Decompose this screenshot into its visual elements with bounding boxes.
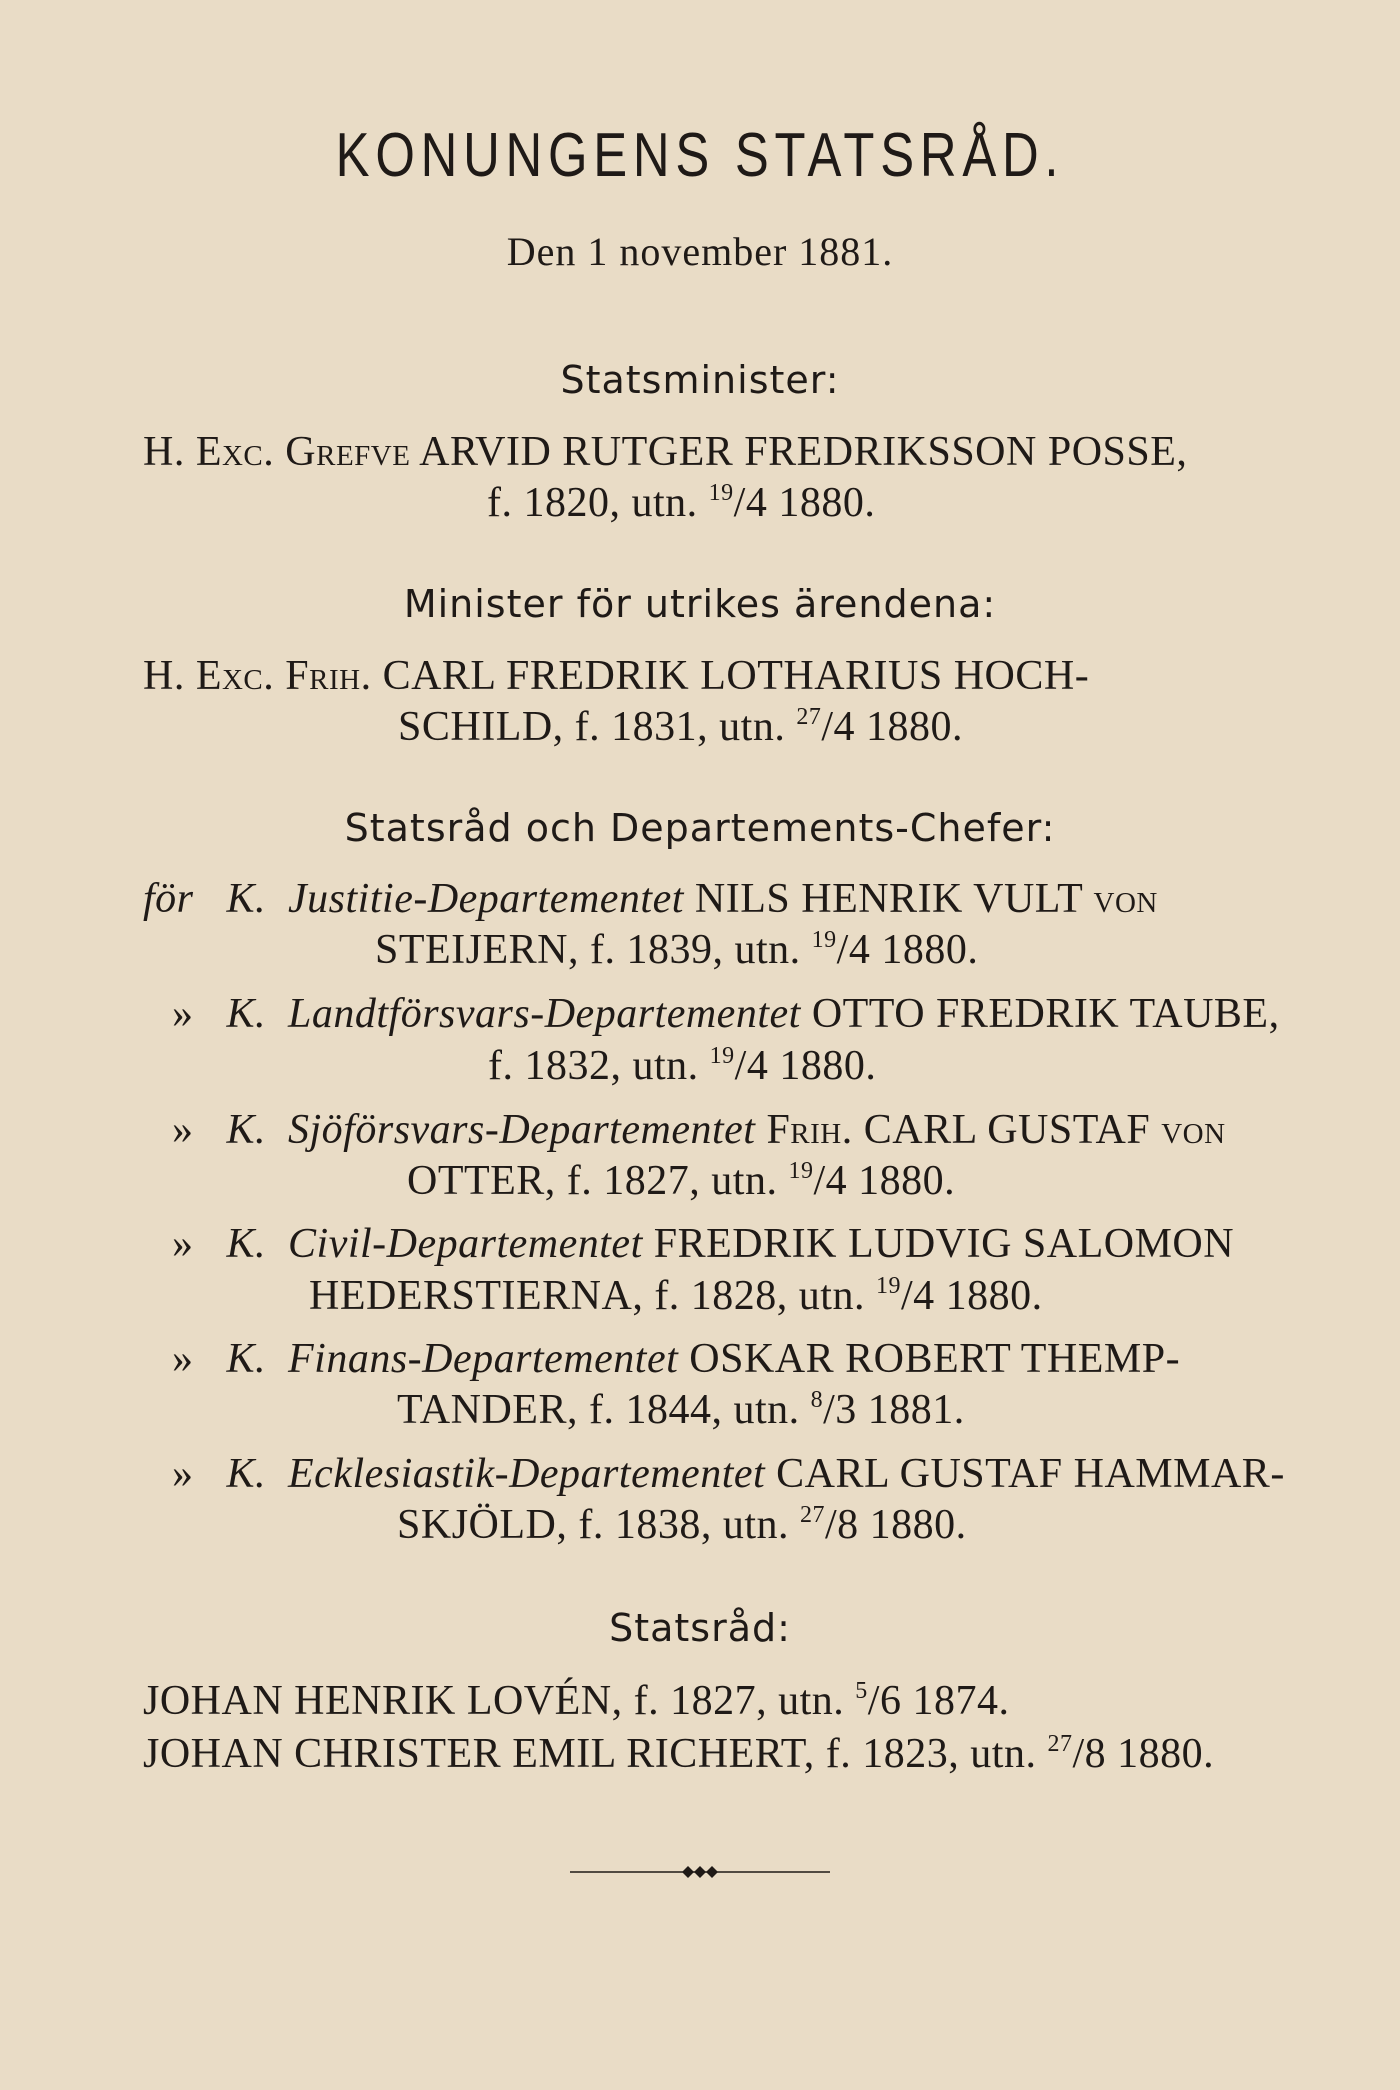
statsminister-line-1	[143, 428, 1187, 476]
entry-lead: »	[172, 991, 194, 1037]
entry-date-num: 8	[810, 1387, 824, 1413]
entry-title-word: von	[1093, 876, 1158, 922]
chef-entry-justitie-line-2	[375, 926, 978, 974]
utrikes-name: CARL FREDRIK LOTHARIUS HOCH-	[382, 653, 1090, 699]
heading-statsrad: Statsråd:	[609, 1606, 791, 1650]
statsrad-name: JOHAN HENRIK LOVÉN, f. 1827, utn.	[143, 1678, 845, 1724]
entry-name: OTTO FREDRIK TAUBE,	[811, 991, 1280, 1037]
entry-date-rest: /3 1881.	[823, 1387, 965, 1433]
statsrad-date-num: 27	[1047, 1731, 1073, 1757]
entry-date-rest: /4 1880.	[836, 927, 979, 973]
entry-department: Civil-Departementet	[288, 1221, 643, 1267]
heading-statsminister: Statsminister:	[560, 358, 840, 402]
entry-date-rest: /8 1880.	[825, 1502, 967, 1548]
statsrad-name: JOHAN CHRISTER EMIL RICHERT, f. 1823, utn.	[143, 1731, 1037, 1777]
entry-k: K.	[226, 1107, 267, 1153]
entry-birth: TANDER, f. 1844, utn.	[397, 1387, 800, 1433]
statsrad-line-1	[143, 1677, 1009, 1725]
entry-frih: Frih.	[766, 1107, 853, 1153]
utrikes-line-1	[143, 652, 1089, 700]
statsminister-birth: f. 1820, utn.	[487, 480, 698, 526]
entry-department: Landtförsvars-Departementet	[288, 991, 801, 1037]
entry-date-num: 19	[788, 1158, 814, 1184]
entry-date-rest: /4 1880.	[900, 1273, 1043, 1319]
entry-birth: SKJÖLD, f. 1838, utn.	[397, 1502, 790, 1548]
statsminister-line-2	[487, 479, 875, 527]
statsminister-name: ARVID RUTGER FREDRIKSSON POSSE,	[419, 429, 1188, 475]
entry-date-num: 19	[811, 927, 837, 953]
utrikes-birth: SCHILD, f. 1831, utn.	[398, 704, 786, 750]
entry-lead: »	[172, 1107, 194, 1153]
entry-k: K.	[226, 1221, 267, 1267]
entry-date-num: 27	[800, 1502, 826, 1528]
entry-lead: »	[172, 1336, 194, 1382]
chef-entry-civil-line-2	[309, 1272, 1043, 1320]
entry-k: K.	[226, 876, 267, 922]
entry-name: FREDRIK LUDVIG SALOMON	[653, 1221, 1235, 1267]
entry-birth: OTTER, f. 1827, utn.	[407, 1158, 778, 1204]
statsrad-date-rest: /6 1874.	[867, 1678, 1010, 1724]
utrikes-date-num: 27	[796, 704, 822, 730]
statsrad-date-num: 5	[855, 1678, 868, 1704]
statsminister-date-num: 19	[708, 480, 734, 506]
entry-department: Sjöförsvars-Departementet	[288, 1107, 756, 1153]
chef-entry-landtforsvar-line-2	[488, 1042, 876, 1090]
entry-department: Ecklesiastik-Departementet	[288, 1451, 766, 1497]
ornament-divider-icon	[570, 1862, 830, 1882]
entry-lead: för	[143, 876, 194, 922]
page-date: Den 1 november 1881.	[506, 229, 894, 274]
chef-entry-sjoforsvar-line-1	[172, 1106, 1226, 1154]
chef-entry-landtforsvar-line-1	[172, 990, 1280, 1038]
entry-title-word: von	[1161, 1107, 1226, 1153]
entry-birth: STEIJERN, f. 1839, utn.	[375, 927, 801, 973]
utrikes-title: H. Exc. Frih.	[143, 653, 372, 699]
entry-department: Justitie-Departementet	[288, 876, 684, 922]
entry-date-num: 19	[709, 1043, 735, 1069]
entry-lead: »	[172, 1221, 194, 1267]
heading-utrikes: Minister för utrikes ärendena:	[403, 582, 997, 626]
page-title: KONUNGENS STATSRÅD.	[335, 121, 1065, 190]
entry-name: CARL GUSTAF HAMMAR-	[776, 1451, 1285, 1497]
chef-entry-finans-line-2	[397, 1386, 965, 1434]
entry-birth: HEDERSTIERNA, f. 1828, utn.	[309, 1273, 865, 1319]
chef-entry-finans-line-1	[172, 1335, 1180, 1383]
chef-entry-ecklesiastik-line-2	[397, 1501, 967, 1549]
utrikes-date-rest: /4 1880.	[821, 704, 964, 750]
chef-entry-ecklesiastik-line-1	[172, 1450, 1285, 1498]
entry-k: K.	[226, 1336, 267, 1382]
statsrad-line-2	[143, 1730, 1214, 1778]
entry-date-rest: /4 1880.	[734, 1043, 877, 1089]
statsrad-date-rest: /8 1880.	[1072, 1731, 1215, 1777]
entry-k: K.	[226, 1451, 267, 1497]
statsminister-date-rest: /4 1880.	[733, 480, 876, 526]
chef-entry-sjoforsvar-line-2	[407, 1157, 955, 1205]
chef-entry-justitie-line-1	[143, 875, 1158, 923]
utrikes-line-2	[398, 703, 963, 751]
entry-lead: »	[172, 1451, 194, 1497]
entry-department: Finans-Departementet	[288, 1336, 679, 1382]
entry-name: CARL GUSTAF	[863, 1107, 1151, 1153]
entry-date-num: 19	[875, 1273, 901, 1299]
heading-chefer: Statsråd och Departements-Chefer:	[344, 806, 1056, 850]
entry-name: OSKAR ROBERT THEMP-	[689, 1336, 1181, 1382]
entry-birth: f. 1832, utn.	[488, 1043, 699, 1089]
entry-name: NILS HENRIK VULT	[694, 876, 1083, 922]
entry-k: K.	[226, 991, 267, 1037]
statsminister-title: H. Exc. Grefve	[143, 429, 411, 475]
entry-date-rest: /4 1880.	[813, 1158, 956, 1204]
chef-entry-civil-line-1	[172, 1220, 1234, 1268]
